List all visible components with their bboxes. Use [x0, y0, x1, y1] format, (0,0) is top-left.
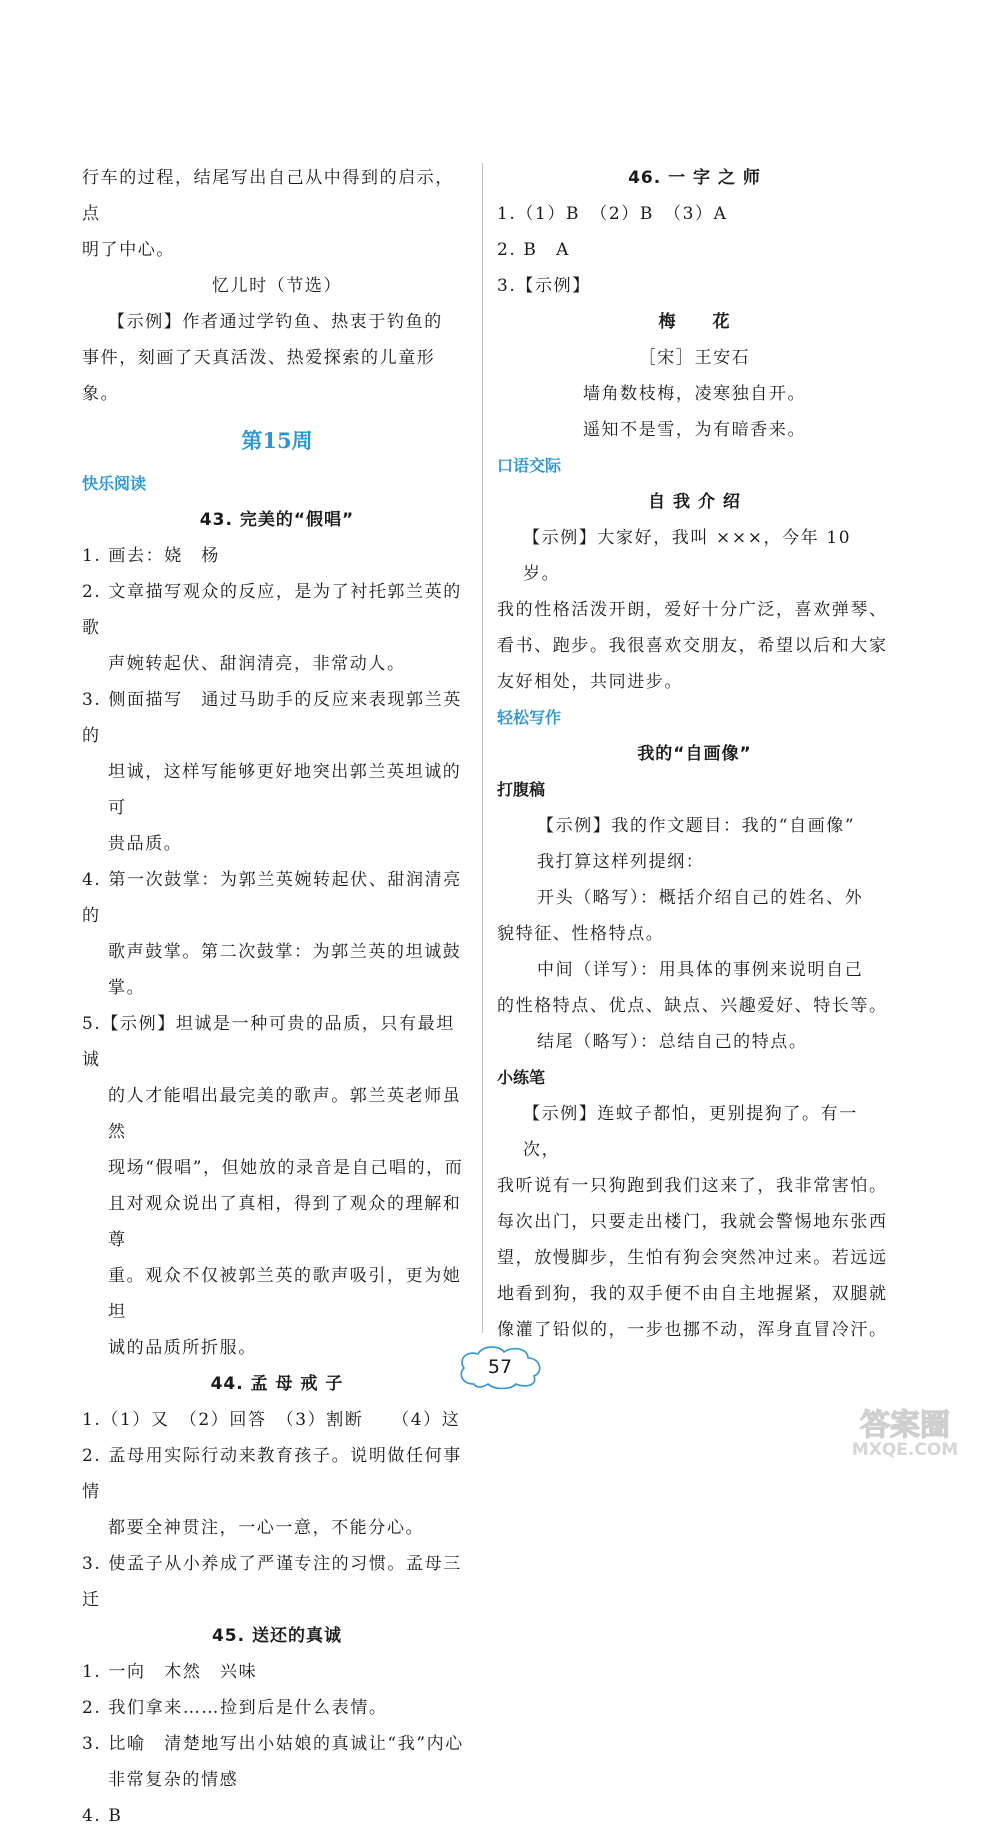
q45-answer-2: 2. 我们拿来……捡到后是什么表情。: [82, 1698, 388, 1718]
self-intro-line: 友好相处，共同进步。: [497, 672, 683, 692]
q46-title: 46. 一 字 之 师: [628, 168, 761, 188]
q45-title: 45. 送还的真诚: [211, 1626, 343, 1646]
q43-answer-5: 5.【示例】坦诚是一种可贵的品质，只有最坦诚: [82, 1014, 455, 1070]
poem-title: 忆儿时（节选）: [211, 276, 343, 296]
q43-answer-3-cont: 贵品质。: [108, 834, 183, 854]
q43-answer-3-cont: 坦诚，这样写能够更好地突出郭兰英坦诚的可: [108, 762, 462, 818]
q43-answer-4: 4. 第一次鼓掌：为郭兰英婉转起伏、甜润清亮的: [82, 870, 462, 926]
q43-answer-3: 3. 侧面描写 通过马助手的反应来表现郭兰英的: [82, 690, 462, 746]
q44-title: 44. 孟 母 戒 子: [210, 1374, 344, 1394]
q45-answer-1: 1. 一向 木然 兴味: [82, 1662, 258, 1682]
self-intro-line: 我的性格活泼开朗，爱好十分广泛，喜欢弹琴、: [497, 600, 888, 620]
intro-line: 行车的过程，结尾写出自己从中得到的启示，点: [82, 168, 454, 224]
section-oral: 口语交际: [497, 456, 562, 475]
draft-ending: 结尾（略写）：总结自己的特点。: [537, 1032, 808, 1052]
practice-line: 我听说有一只狗跑到我们这来了，我非常害怕。: [497, 1176, 888, 1196]
column-divider: [482, 163, 483, 1333]
poem-line: 墙角数枝梅，凌寒独自开。: [582, 384, 807, 404]
watermark-top: 答案圈: [860, 1408, 950, 1443]
week-title: 第15周: [241, 428, 313, 453]
q44-answer-3: 3. 使孟子从小养成了严谨专注的习惯。孟母三迁: [82, 1554, 462, 1610]
practice-label: 小练笔: [497, 1068, 546, 1087]
q46-answer-2: 2. B A: [497, 240, 570, 260]
q43-answer-1: 1. 画去：娆 杨: [82, 546, 221, 566]
draft-opening: 开头（略写）：概括介绍自己的姓名、外: [537, 888, 864, 908]
section-reading: 快乐阅读: [82, 474, 147, 493]
watermark-bottom: MXQE.COM: [851, 1440, 959, 1459]
poem-answer: 【示例】作者通过学钓鱼、热衷于钓鱼的: [108, 312, 443, 332]
poem-author: ［宋］王安石: [638, 348, 751, 368]
poem-answer: 事件，刻画了天真活泼、热爱探索的儿童形象。: [82, 348, 436, 404]
practice-line: 像灌了铅似的，一步也挪不动，浑身直冒冷汗。: [497, 1320, 888, 1340]
q43-answer-4-cont: 歌声鼓掌。第二次鼓掌：为郭兰英的坦诚鼓掌。: [108, 942, 462, 998]
q44-answer-2-cont: 都要全神贯注，一心一意，不能分心。: [108, 1518, 425, 1538]
q43-answer-5-cont: 诚的品质所折服。: [108, 1338, 257, 1358]
page-number: 57: [487, 1356, 513, 1378]
draft-middle: 中间（详写）：用具体的事例来说明自己: [537, 960, 864, 980]
practice-line: 【示例】连蚊子都怕，更别提狗了。有一次，: [523, 1104, 858, 1160]
q46-answer-1: 1.（1）B （2）B （3）A: [497, 204, 728, 224]
q46-answer-3: 3.【示例】: [497, 276, 591, 296]
draft-label: 打腹稿: [497, 780, 546, 799]
draft-example: 【示例】我的作文题目：我的“自画像”: [537, 816, 856, 836]
poem-line: 遥知不是雪，为有暗香来。: [582, 420, 807, 440]
q43-title: 43. 完美的“假唱”: [199, 510, 355, 530]
right-column: [497, 160, 892, 1348]
draft-plan: 我打算这样列提纲：: [537, 852, 705, 872]
poem-plum-title: 梅 花: [658, 312, 731, 332]
q43-answer-2-cont: 声婉转起伏、甜润清亮，非常动人。: [108, 654, 406, 674]
q44-answer-1: 1.（1）又 （2）回答 （3）割断 （4）这: [82, 1410, 461, 1430]
self-intro-line: 【示例】大家好，我叫 ×××，今年 10 岁。: [523, 528, 852, 584]
intro-line: 明了中心。: [82, 240, 175, 260]
self-intro-title: 自 我 介 绍: [648, 492, 741, 512]
q43-answer-5-cont: 现场“假唱”，但她放的录音是自己唱的，而: [108, 1158, 464, 1178]
q45-answer-3-cont: 非常复杂的情感: [108, 1770, 239, 1790]
q43-answer-5-cont: 且对观众说出了真相，得到了观众的理解和尊: [108, 1194, 462, 1250]
q43-answer-5-cont: 的人才能唱出最完美的歌声。郭兰英老师虽然: [108, 1086, 462, 1142]
practice-line: 望，放慢脚步，生怕有狗会突然冲过来。若远远: [497, 1248, 888, 1268]
q45-answer-3: 3. 比喻 清楚地写出小姑娘的真诚让“我”内心: [82, 1734, 464, 1754]
left-column: [82, 160, 472, 1834]
q45-answer-4: 4. B: [82, 1806, 123, 1826]
practice-line: 地看到狗，我的双手便不由自主地握紧，双腿就: [497, 1284, 888, 1304]
q43-answer-2: 2. 文章描写观众的反应，是为了衬托郭兰英的歌: [82, 582, 462, 638]
q44-answer-2: 2. 孟母用实际行动来教育孩子。说明做任何事情: [82, 1446, 462, 1502]
draft-opening-cont: 貌特征、性格特点。: [497, 924, 665, 944]
draft-middle-cont: 的性格特点、优点、缺点、兴趣爱好、特长等。: [497, 996, 888, 1016]
section-writing: 轻松写作: [497, 708, 562, 727]
q43-answer-5-cont: 重。观众不仅被郭兰英的歌声吸引，更为她坦: [108, 1266, 462, 1322]
self-intro-line: 看书、跑步。我很喜欢交朋友，希望以后和大家: [497, 636, 888, 656]
watermark-logo: [825, 1405, 995, 1459]
essay-title: 我的“自画像”: [637, 744, 752, 764]
practice-line: 每次出门，只要走出楼门，我就会警惕地东张西: [497, 1212, 888, 1232]
